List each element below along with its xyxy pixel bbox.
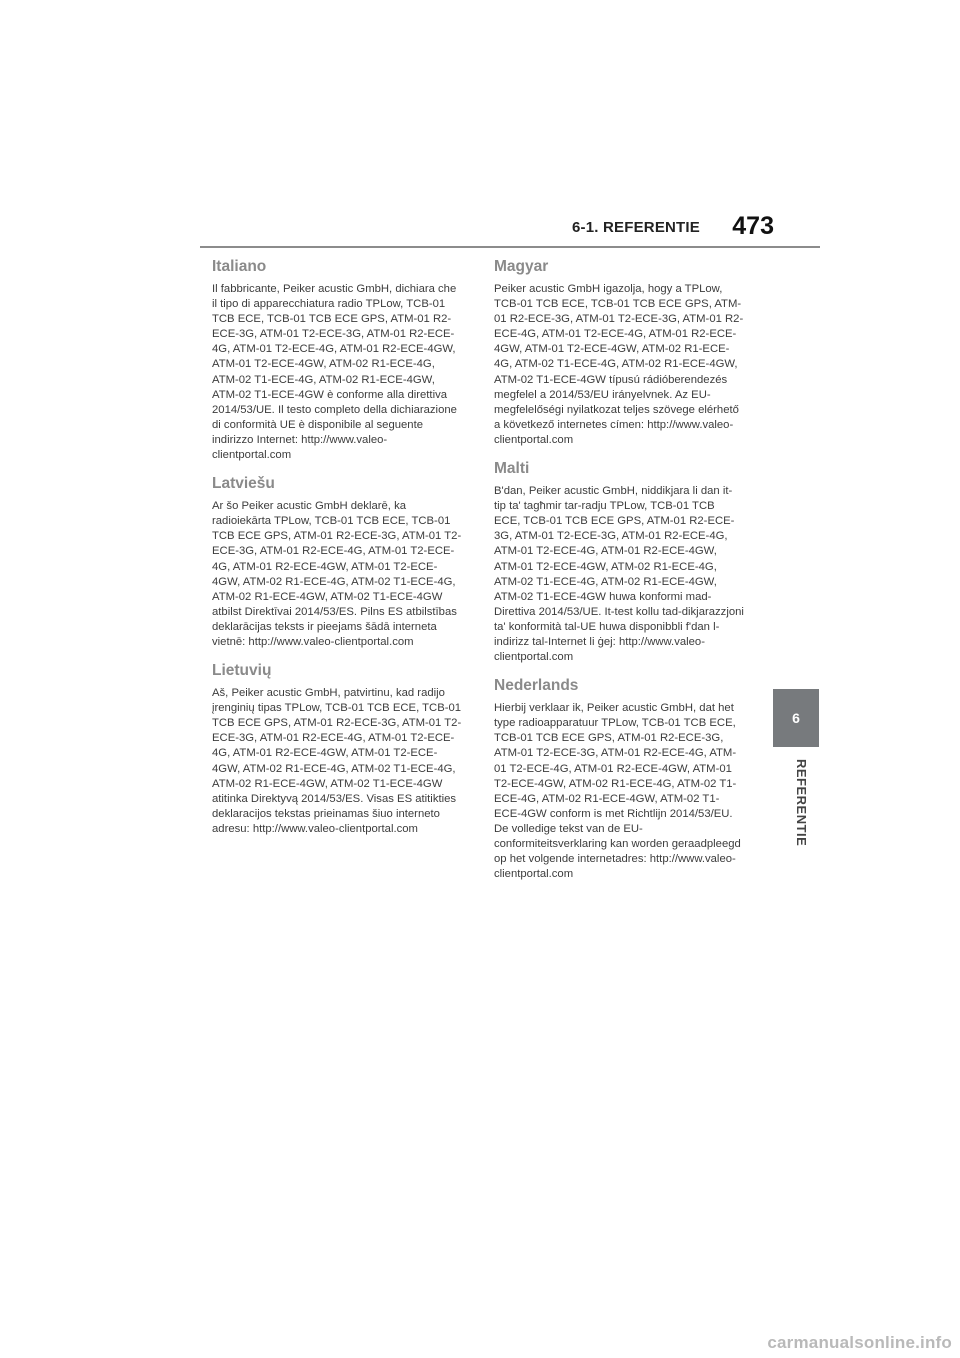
section-text: Peiker acustic GmbH igazolja, hogy a TPLow, TCB-01 TCB ECE, TCB-01 TCB ECE GPS, ATM-01 R2-ECE-3G, ATM-01 T2-ECE-3G, ATM-01 R2-ECE-4G, ATM-01 T2-ECE-4G, ATM-01 R2-ECE-4GW, ATM-01 T2-ECE-4GW, ATM-02 R1-ECE-4G, ATM-02 T1-ECE-4G, ATM-02 R1-ECE-4GW, ATM-02 T1-ECE-4GW típusú rádióberendezés megfelel a 2014/53/EU irányelvnek. Az EU-megfelelőségi nyilatkozat teljes szövege elérhető a következő internetes címen: http://www.valeo-clientportal.com [494, 283, 744, 446]
page-header [200, 212, 820, 248]
section-heading: Italiano [212, 258, 267, 275]
chapter-label: REFERENTIE [794, 759, 809, 847]
left-column [212, 258, 462, 849]
section-heading: Lietuvių [212, 662, 272, 680]
section-heading: Latviešu [212, 475, 275, 493]
section-text: Aš, Peiker acustic GmbH, patvirtinu, kad radijo įrenginių tipas TPLow, TCB-01 TCB ECE, TCB-01 TCB ECE GPS, ATM-01 R2-ECE-3G, ATM-01 T2-ECE-3G, ATM-01 R2-ECE-4G, ATM-01 T2-ECE-4G, ATM-01 R2-ECE-4GW, ATM-01 T2-ECE-4GW, ATM-02 R1-ECE-4G, ATM-02 T1-ECE-4G, ATM-02 R1-ECE-4GW, ATM-02 T1-ECE-4GW atitinka Direktyvą 2014/53/ES. Visas ES atitikties deklaracijos tekstas prieinamas šiuo interneto adresu: http://www.valeo-clientportal.com [212, 687, 462, 835]
section-magyar [494, 258, 744, 448]
section-title: 6-1. REFERENTIE [571, 219, 700, 236]
section-malti [494, 460, 744, 665]
section-text: Hierbij verklaar ik, Peiker acustic GmbH, dat het type radioapparatuur TPLow, TCB-01 TCB ECE, TCB-01 TCB ECE GPS, ATM-01 R2-ECE-3G, ATM-01 T2-ECE-3G, ATM-01 R2-ECE-4G, ATM-01 T2-ECE-4G, ATM-01 R2-ECE-4GW, ATM-01 T2-ECE-4GW, ATM-02 R1-ECE-4G, ATM-02 T1-ECE-4G, ATM-02 R1-ECE-4GW, ATM-02 T1-ECE-4GW conform is met Richtlijn 2014/53/EU. De volledige tekst van de EU-conformiteitsverklaring kan worden geraadpleegd op het volgende internetadres: http://www.valeo-clientportal.com [494, 702, 741, 881]
chapter-number: 6 [792, 710, 800, 726]
watermark: carmanualsonline.info [767, 1333, 952, 1352]
right-column [494, 258, 744, 894]
section-lietuviu [212, 662, 462, 837]
section-text: B'dan, Peiker acustic GmbH, niddikjara li dan it-tip ta' tagħmir tar-radju TPLow, TCB-01 TCB ECE, TCB-01 TCB ECE GPS, ATM-01 R2-ECE-3G, ATM-01 T2-ECE-3G, ATM-01 R2-ECE-4G, ATM-01 T2-ECE-4G, ATM-01 R2-ECE-4GW, ATM-01 T2-ECE-4GW, ATM-02 R1-ECE-4G, ATM-02 T1-ECE-4G, ATM-02 R1-ECE-4GW, ATM-02 T1-ECE-4GW huwa konformi mad-Direttiva 2014/53/UE. It-test kollu tad-dikjarazzjoni ta' konformità tal-UE huwa disponibbli f'dan l-indirizz tal-Internet li ġej: http://www.valeo-clientportal.com [494, 485, 744, 664]
section-italiano [212, 258, 462, 463]
section-heading: Magyar [494, 258, 549, 275]
header-rule [200, 246, 820, 248]
chapter-tab[interactable] [773, 689, 819, 747]
section-text: Il fabbricante, Peiker acustic GmbH, dichiara che il tipo di apparecchiatura radio TPLow, TCB-01 TCB ECE, TCB-01 TCB ECE GPS, ATM-01 R2-ECE-3G, ATM-01 T2-ECE-3G, ATM-01 R2-ECE-4G, ATM-01 T2-ECE-4G, ATM-01 R2-ECE-4GW, ATM-01 T2-ECE-4GW, ATM-02 R1-ECE-4G, ATM-02 T1-ECE-4G, ATM-02 R1-ECE-4GW, ATM-02 T1-ECE-4GW è conforme alla direttiva 2014/53/UE. Il testo completo della dichiarazione di conformità UE è disponibile al seguente indirizzo Internet: http://www.valeo-clientportal.com [212, 283, 457, 462]
section-latviesu [212, 475, 462, 650]
page-number: 473 [732, 212, 774, 240]
section-heading: Nederlands [494, 677, 579, 695]
section-nederlands [494, 677, 744, 882]
section-text: Ar šo Peiker acustic GmbH deklarē, ka radioiekārta TPLow, TCB-01 TCB ECE, TCB-01 TCB ECE GPS, ATM-01 R2-ECE-3G, ATM-01 T2-ECE-3G, ATM-01 R2-ECE-4G, ATM-01 T2-ECE-4G, ATM-01 R2-ECE-4GW, ATM-01 T2-ECE-4GW, ATM-02 R1-ECE-4G, ATM-02 T1-ECE-4G, ATM-02 R1-ECE-4GW, ATM-02 T1-ECE-4GW atbilst Direktīvai 2014/53/ES. Pilns ES atbilstības deklarācijas teksts ir pieejams šādā interneta vietnē: http://www.valeo-clientportal.com [212, 500, 462, 648]
section-heading: Malti [494, 460, 530, 478]
